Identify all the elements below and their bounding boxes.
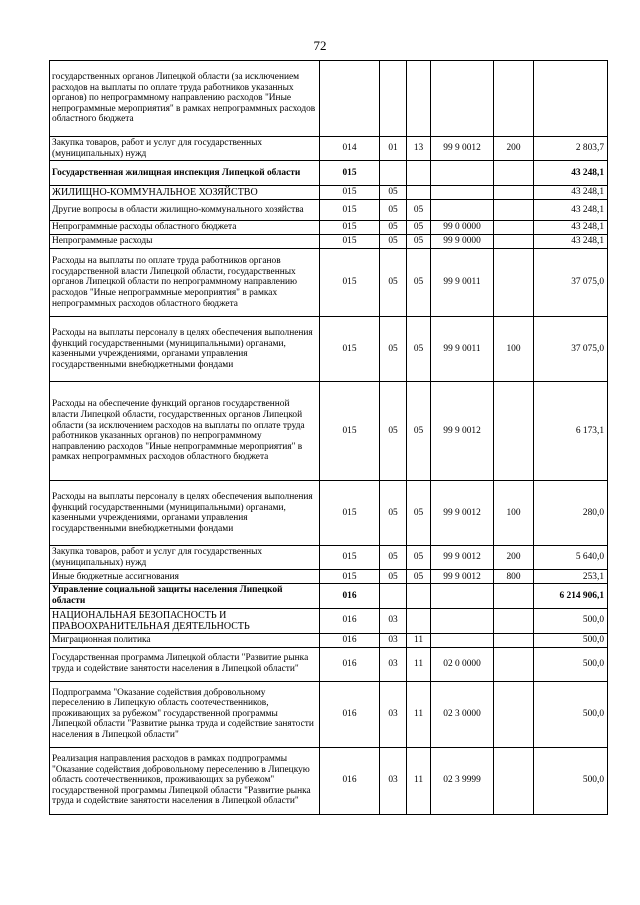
subsection-code-cell xyxy=(407,186,431,200)
table-row xyxy=(50,200,608,221)
department-code-cell: 015 xyxy=(320,546,380,570)
department-code-cell: 015 xyxy=(320,382,380,481)
subsection-code-cell: 05 xyxy=(407,570,431,584)
row-name-cell: Государственная жилищная инспекция Липецкой области xyxy=(50,161,320,186)
subsection-code-cell xyxy=(407,584,431,608)
amount-cell: 43 248,1 xyxy=(534,235,608,249)
row-name-cell: Реализация направления расходов в рамках подпрограммы "Оказание содействия добровольному переселению в Липецкую область соотечественников, проживающих за рубежом" государственной программы Липецкой области "Развитие рынка труда и содействие занятости населения в Липецкой области" xyxy=(50,747,320,814)
amount-cell: 500,0 xyxy=(534,681,608,747)
subsection-code-cell: 11 xyxy=(407,633,431,647)
section-code-cell: 05 xyxy=(380,546,407,570)
expense-type-cell xyxy=(494,161,534,186)
amount-cell: 500,0 xyxy=(534,647,608,681)
department-code-cell: 016 xyxy=(320,584,380,608)
amount-cell xyxy=(534,61,608,137)
department-code-cell: 015 xyxy=(320,186,380,200)
expense-type-cell xyxy=(494,221,534,235)
amount-cell: 2 803,7 xyxy=(534,137,608,161)
target-article-cell: 99 9 0012 xyxy=(431,137,494,161)
row-name-cell: Управление социальной защиты населения Липецкой области xyxy=(50,584,320,608)
expense-type-cell xyxy=(494,249,534,317)
row-name-cell: государственных органов Липецкой области (за исключением расходов на выплаты по оплате труда работников указанных органов) по непрограммному направлению расходов "Иные непрограммные мероприятия" в рамках непрограммных расходов областного бюджета xyxy=(50,61,320,137)
department-code-cell: 016 xyxy=(320,647,380,681)
row-name-cell: Непрограммные расходы областного бюджета xyxy=(50,221,320,235)
table-row xyxy=(50,249,608,317)
table-row xyxy=(50,608,608,633)
target-article-cell xyxy=(431,61,494,137)
table-row xyxy=(50,647,608,681)
table-row xyxy=(50,681,608,747)
row-name-cell: Непрограммные расходы xyxy=(50,235,320,249)
subsection-code-cell: 05 xyxy=(407,221,431,235)
department-code-cell: 015 xyxy=(320,221,380,235)
target-article-cell: 99 9 0012 xyxy=(431,382,494,481)
expense-type-cell: 800 xyxy=(494,570,534,584)
row-name-cell: Расходы на выплаты по оплате труда работников органов государственной власти Липецкой области, государственных органов Липецкой области по непрограммному направлению расходов "Иные непрограммные мероприятия" в рамках непрограммных расходов областного бюджета xyxy=(50,249,320,317)
table-row xyxy=(50,317,608,382)
section-code-cell: 05 xyxy=(380,221,407,235)
subsection-code-cell xyxy=(407,608,431,633)
row-name-cell: Иные бюджетные ассигнования xyxy=(50,570,320,584)
amount-cell: 6 214 906,1 xyxy=(534,584,608,608)
expense-type-cell xyxy=(494,382,534,481)
row-name-cell: Закупка товаров, работ и услуг для государственных (муниципальных) нужд xyxy=(50,546,320,570)
department-code-cell: 016 xyxy=(320,633,380,647)
amount-cell: 500,0 xyxy=(534,633,608,647)
expense-type-cell xyxy=(494,647,534,681)
table-row xyxy=(50,584,608,608)
target-article-cell: 99 9 0012 xyxy=(431,546,494,570)
expense-type-cell xyxy=(494,584,534,608)
subsection-code-cell: 11 xyxy=(407,681,431,747)
department-code-cell: 014 xyxy=(320,137,380,161)
expense-type-cell: 100 xyxy=(494,317,534,382)
department-code-cell: 016 xyxy=(320,608,380,633)
row-name-cell: Расходы на выплаты персоналу в целях обеспечения выполнения функций государственными (муниципальными) органами, казенными учреждениями, органами управления государственными внебюджетными фондами xyxy=(50,481,320,546)
section-code-cell: 03 xyxy=(380,681,407,747)
expense-type-cell xyxy=(494,235,534,249)
section-code-cell xyxy=(380,584,407,608)
target-article-cell: 99 9 0000 xyxy=(431,235,494,249)
target-article-cell: 02 3 0000 xyxy=(431,681,494,747)
section-code-cell: 05 xyxy=(380,200,407,221)
target-article-cell: 99 9 0012 xyxy=(431,570,494,584)
subsection-code-cell: 05 xyxy=(407,382,431,481)
section-code-cell xyxy=(380,161,407,186)
amount-cell: 253,1 xyxy=(534,570,608,584)
section-code-cell xyxy=(380,61,407,137)
department-code-cell: 015 xyxy=(320,235,380,249)
table-row xyxy=(50,633,608,647)
subsection-code-cell: 05 xyxy=(407,546,431,570)
row-name-cell: Другие вопросы в области жилищно-коммунального хозяйства xyxy=(50,200,320,221)
section-code-cell: 05 xyxy=(380,235,407,249)
subsection-code-cell xyxy=(407,61,431,137)
section-code-cell: 03 xyxy=(380,608,407,633)
target-article-cell xyxy=(431,584,494,608)
section-code-cell: 03 xyxy=(380,747,407,814)
row-name-cell: ЖИЛИЩНО-КОММУНАЛЬНОЕ ХОЗЯЙСТВО xyxy=(50,186,320,200)
section-code-cell: 01 xyxy=(380,137,407,161)
amount-cell: 43 248,1 xyxy=(534,161,608,186)
row-name-cell: Закупка товаров, работ и услуг для государственных (муниципальных) нужд xyxy=(50,137,320,161)
expense-type-cell xyxy=(494,633,534,647)
amount-cell: 37 075,0 xyxy=(534,249,608,317)
table-row xyxy=(50,186,608,200)
amount-cell: 43 248,1 xyxy=(534,221,608,235)
table-row xyxy=(50,546,608,570)
section-code-cell: 05 xyxy=(380,249,407,317)
row-name-cell: Расходы на обеспечение функций органов государственной власти Липецкой области, государственных органов Липецкой области (за исключением расходов на выплаты по оплате труда работников указанных органов) по непрограммному направлению расходов "Иные непрограммные мероприятия" в рамках непрограммных расходов областного бюджета xyxy=(50,382,320,481)
subsection-code-cell: 11 xyxy=(407,647,431,681)
row-name-cell: Подпрограмма "Оказание содействия добровольному переселению в Липецкую область соотечественников, проживающих за рубежом" государственной программы Липецкой области "Развитие рынка труда и содействие занятости населения в Липецкой области" xyxy=(50,681,320,747)
table-row xyxy=(50,235,608,249)
department-code-cell: 015 xyxy=(320,481,380,546)
expense-type-cell xyxy=(494,61,534,137)
department-code-cell: 015 xyxy=(320,317,380,382)
department-code-cell: 016 xyxy=(320,681,380,747)
amount-cell: 43 248,1 xyxy=(534,186,608,200)
expense-type-cell xyxy=(494,608,534,633)
target-article-cell xyxy=(431,608,494,633)
table-row xyxy=(50,137,608,161)
amount-cell: 5 640,0 xyxy=(534,546,608,570)
budget-table xyxy=(49,60,608,815)
amount-cell: 37 075,0 xyxy=(534,317,608,382)
row-name-cell: Миграционная политика xyxy=(50,633,320,647)
table-row xyxy=(50,382,608,481)
amount-cell: 500,0 xyxy=(534,608,608,633)
target-article-cell: 02 3 9999 xyxy=(431,747,494,814)
subsection-code-cell: 05 xyxy=(407,481,431,546)
target-article-cell: 02 0 0000 xyxy=(431,647,494,681)
section-code-cell: 05 xyxy=(380,382,407,481)
table-row xyxy=(50,61,608,137)
target-article-cell: 99 9 0011 xyxy=(431,317,494,382)
amount-cell: 280,0 xyxy=(534,481,608,546)
department-code-cell: 015 xyxy=(320,200,380,221)
target-article-cell: 99 9 0012 xyxy=(431,481,494,546)
target-article-cell xyxy=(431,633,494,647)
table-row xyxy=(50,747,608,814)
target-article-cell xyxy=(431,200,494,221)
section-code-cell: 03 xyxy=(380,633,407,647)
subsection-code-cell: 05 xyxy=(407,200,431,221)
expense-type-cell: 200 xyxy=(494,137,534,161)
department-code-cell: 015 xyxy=(320,570,380,584)
row-name-cell: НАЦИОНАЛЬНАЯ БЕЗОПАСНОСТЬ И ПРАВООХРАНИТЕЛЬНАЯ ДЕЯТЕЛЬНОСТЬ xyxy=(50,608,320,633)
subsection-code-cell: 05 xyxy=(407,317,431,382)
subsection-code-cell: 05 xyxy=(407,249,431,317)
table-row xyxy=(50,481,608,546)
expense-type-cell xyxy=(494,747,534,814)
row-name-cell: Государственная программа Липецкой области "Развитие рынка труда и содействие занятости населения в Липецкой области" xyxy=(50,647,320,681)
subsection-code-cell: 05 xyxy=(407,235,431,249)
amount-cell: 500,0 xyxy=(534,747,608,814)
section-code-cell: 05 xyxy=(380,570,407,584)
section-code-cell: 05 xyxy=(380,481,407,546)
subsection-code-cell: 11 xyxy=(407,747,431,814)
expense-type-cell: 100 xyxy=(494,481,534,546)
expense-type-cell: 200 xyxy=(494,546,534,570)
section-code-cell: 05 xyxy=(380,317,407,382)
amount-cell: 43 248,1 xyxy=(534,200,608,221)
expense-type-cell xyxy=(494,186,534,200)
target-article-cell: 99 0 0000 xyxy=(431,221,494,235)
department-code-cell xyxy=(320,61,380,137)
department-code-cell: 015 xyxy=(320,249,380,317)
table-row xyxy=(50,221,608,235)
subsection-code-cell: 13 xyxy=(407,137,431,161)
expense-type-cell xyxy=(494,200,534,221)
department-code-cell: 016 xyxy=(320,747,380,814)
page-number: 72 xyxy=(313,38,327,53)
subsection-code-cell xyxy=(407,161,431,186)
target-article-cell xyxy=(431,186,494,200)
expense-type-cell xyxy=(494,681,534,747)
table-body xyxy=(50,61,608,815)
row-name-cell: Расходы на выплаты персоналу в целях обеспечения выполнения функций государственными (муниципальными) органами, казенными учреждениями, органами управления государственными внебюджетными фондами xyxy=(50,317,320,382)
amount-cell: 6 173,1 xyxy=(534,382,608,481)
table-row xyxy=(50,161,608,186)
section-code-cell: 05 xyxy=(380,186,407,200)
table-row xyxy=(50,570,608,584)
section-code-cell: 03 xyxy=(380,647,407,681)
target-article-cell: 99 9 0011 xyxy=(431,249,494,317)
department-code-cell: 015 xyxy=(320,161,380,186)
target-article-cell xyxy=(431,161,494,186)
